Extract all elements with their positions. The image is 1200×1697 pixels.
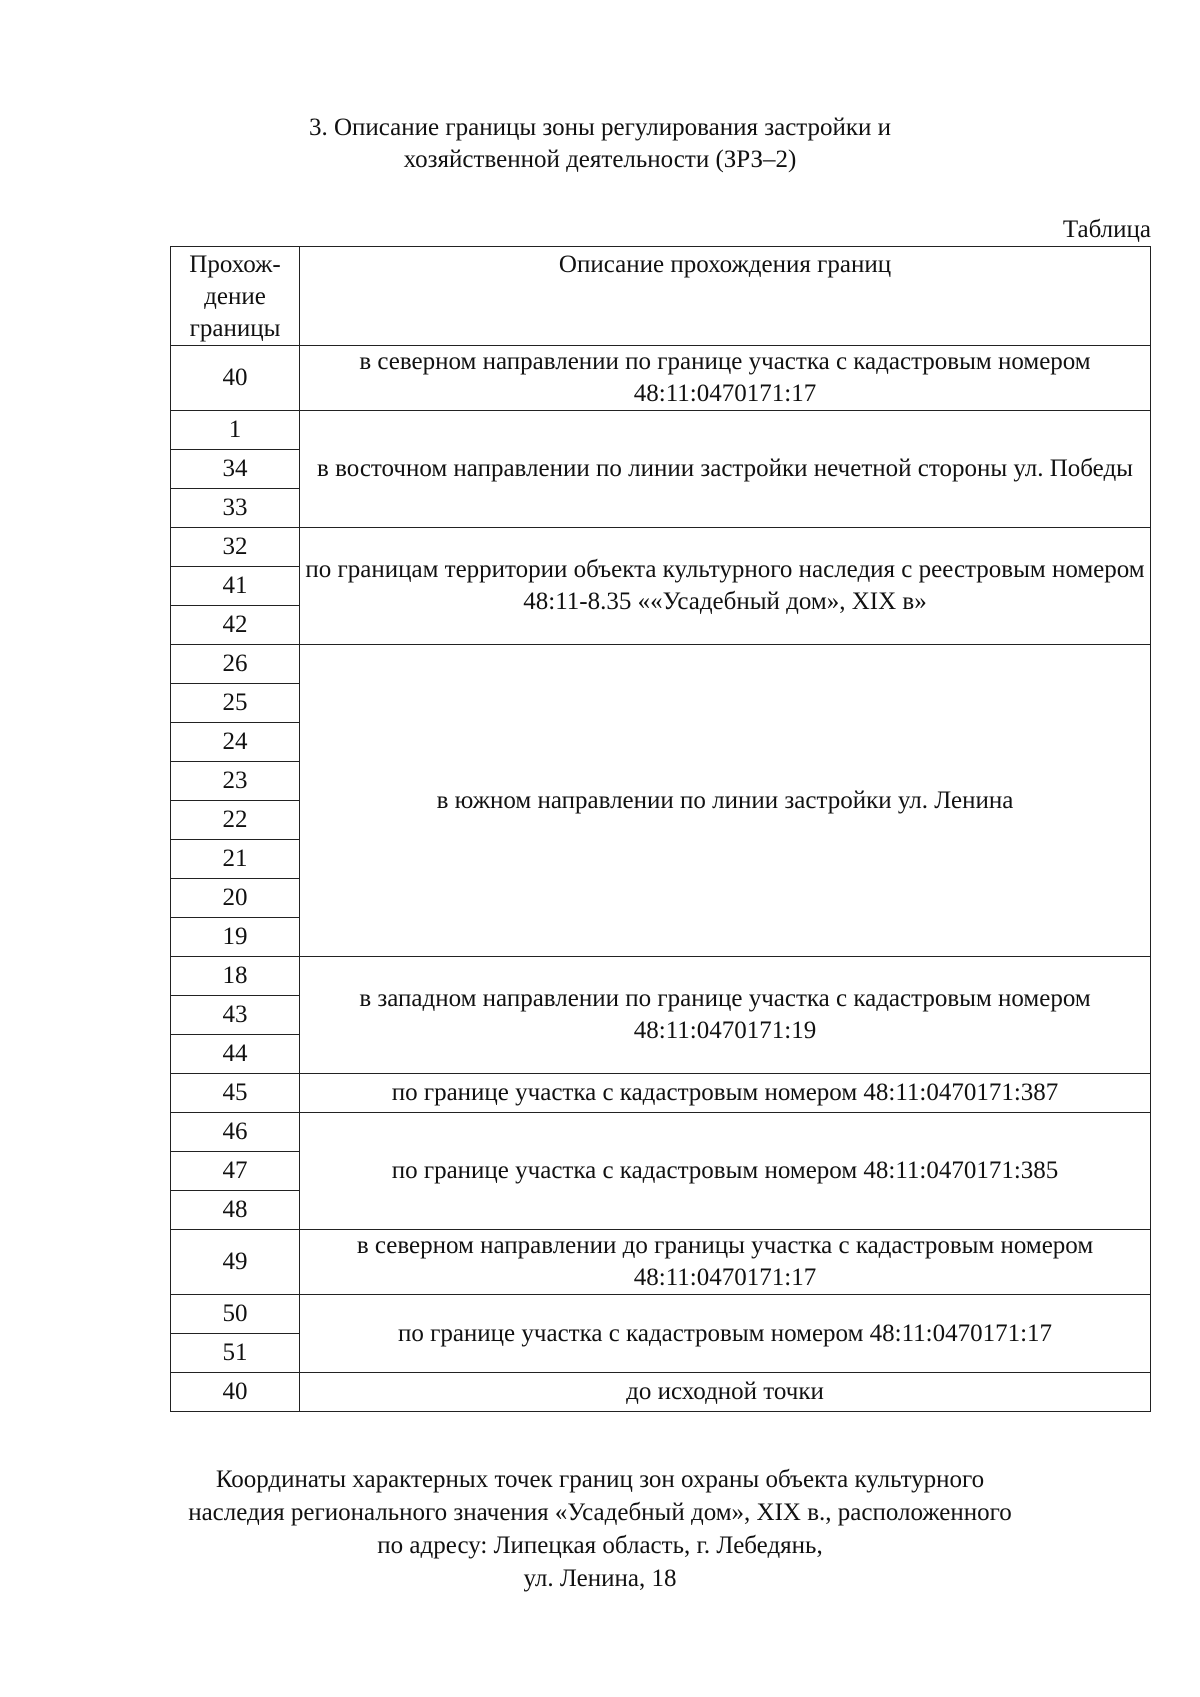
table-row — [171, 1113, 1151, 1152]
table-caption: Таблица — [1062, 216, 1151, 243]
table-row — [171, 1373, 1151, 1412]
point-cell: 44 — [171, 1035, 300, 1074]
coordinates-title-line-3: по адресу: Липецкая область, г. Лебедянь, — [377, 1532, 823, 1559]
table-header-row — [171, 247, 1151, 346]
point-cell: 47 — [171, 1152, 300, 1191]
point-cell: 50 — [171, 1295, 300, 1334]
header-description: Описание прохождения границ — [300, 247, 1151, 346]
point-cell: 49 — [171, 1230, 300, 1295]
point-cell: 40 — [171, 346, 300, 411]
point-cell: 40 — [171, 1373, 300, 1412]
section-heading — [0, 112, 1200, 176]
description-cell: по границе участка с кадастровым номером 48:11:0470171:385 — [300, 1113, 1151, 1230]
description-cell: в южном направлении по линии застройки ул. Ленина — [300, 645, 1151, 957]
table-row — [171, 645, 1151, 684]
table-row — [171, 528, 1151, 567]
table-row — [171, 411, 1151, 450]
boundary-table — [170, 246, 1151, 1412]
table-row — [171, 1295, 1151, 1334]
point-cell: 33 — [171, 489, 300, 528]
point-cell: 21 — [171, 840, 300, 879]
description-cell: в северном направлении до границы участка с кадастровым номером 48:11:0470171:17 — [300, 1230, 1151, 1295]
point-cell: 45 — [171, 1074, 300, 1113]
table-row — [171, 1230, 1151, 1295]
table-body — [171, 346, 1151, 1412]
table-row — [171, 957, 1151, 996]
point-cell: 24 — [171, 723, 300, 762]
point-cell: 46 — [171, 1113, 300, 1152]
table-row — [171, 346, 1151, 411]
description-cell: в западном направлении по границе участка с кадастровым номером 48:11:0470171:19 — [300, 957, 1151, 1074]
point-cell: 34 — [171, 450, 300, 489]
point-cell: 48 — [171, 1191, 300, 1230]
point-cell: 25 — [171, 684, 300, 723]
description-cell: в северном направлении по границе участка с кадастровым номером 48:11:0470171:17 — [300, 346, 1151, 411]
point-cell: 43 — [171, 996, 300, 1035]
coordinates-title — [0, 1463, 1200, 1595]
coordinates-title-line-1: Координаты характерных точек границ зон охраны объекта культурного — [215, 1466, 985, 1493]
point-cell: 26 — [171, 645, 300, 684]
section-heading-line-2: хозяйственной деятельности (ЗРЗ–2) — [403, 146, 797, 173]
point-cell: 23 — [171, 762, 300, 801]
point-cell: 22 — [171, 801, 300, 840]
point-cell: 51 — [171, 1334, 300, 1373]
description-cell: в восточном направлении по линии застройки нечетной стороны ул. Победы — [300, 411, 1151, 528]
point-cell: 19 — [171, 918, 300, 957]
description-cell: до исходной точки — [300, 1373, 1151, 1412]
description-cell: по границе участка с кадастровым номером 48:11:0470171:17 — [300, 1295, 1151, 1373]
table-row — [171, 1074, 1151, 1113]
point-cell: 32 — [171, 528, 300, 567]
point-cell: 20 — [171, 879, 300, 918]
coordinates-title-line-4: ул. Ленина, 18 — [523, 1565, 677, 1592]
section-heading-line-1: 3. Описание границы зоны регулирования застройки и — [308, 114, 892, 141]
point-cell: 41 — [171, 567, 300, 606]
coordinates-title-line-2: наследия регионального значения «Усадебный дом», XIX в., расположенного — [188, 1499, 1012, 1526]
description-cell: по границе участка с кадастровым номером 48:11:0470171:387 — [300, 1074, 1151, 1113]
point-cell: 42 — [171, 606, 300, 645]
description-cell: по границам территории объекта культурного наследия с реестровым номером 48:11-8.35 ««Усадебный дом», XIX в» — [300, 528, 1151, 645]
point-cell: 1 — [171, 411, 300, 450]
point-cell: 18 — [171, 957, 300, 996]
header-point: Прохож-дение границы — [171, 247, 300, 346]
